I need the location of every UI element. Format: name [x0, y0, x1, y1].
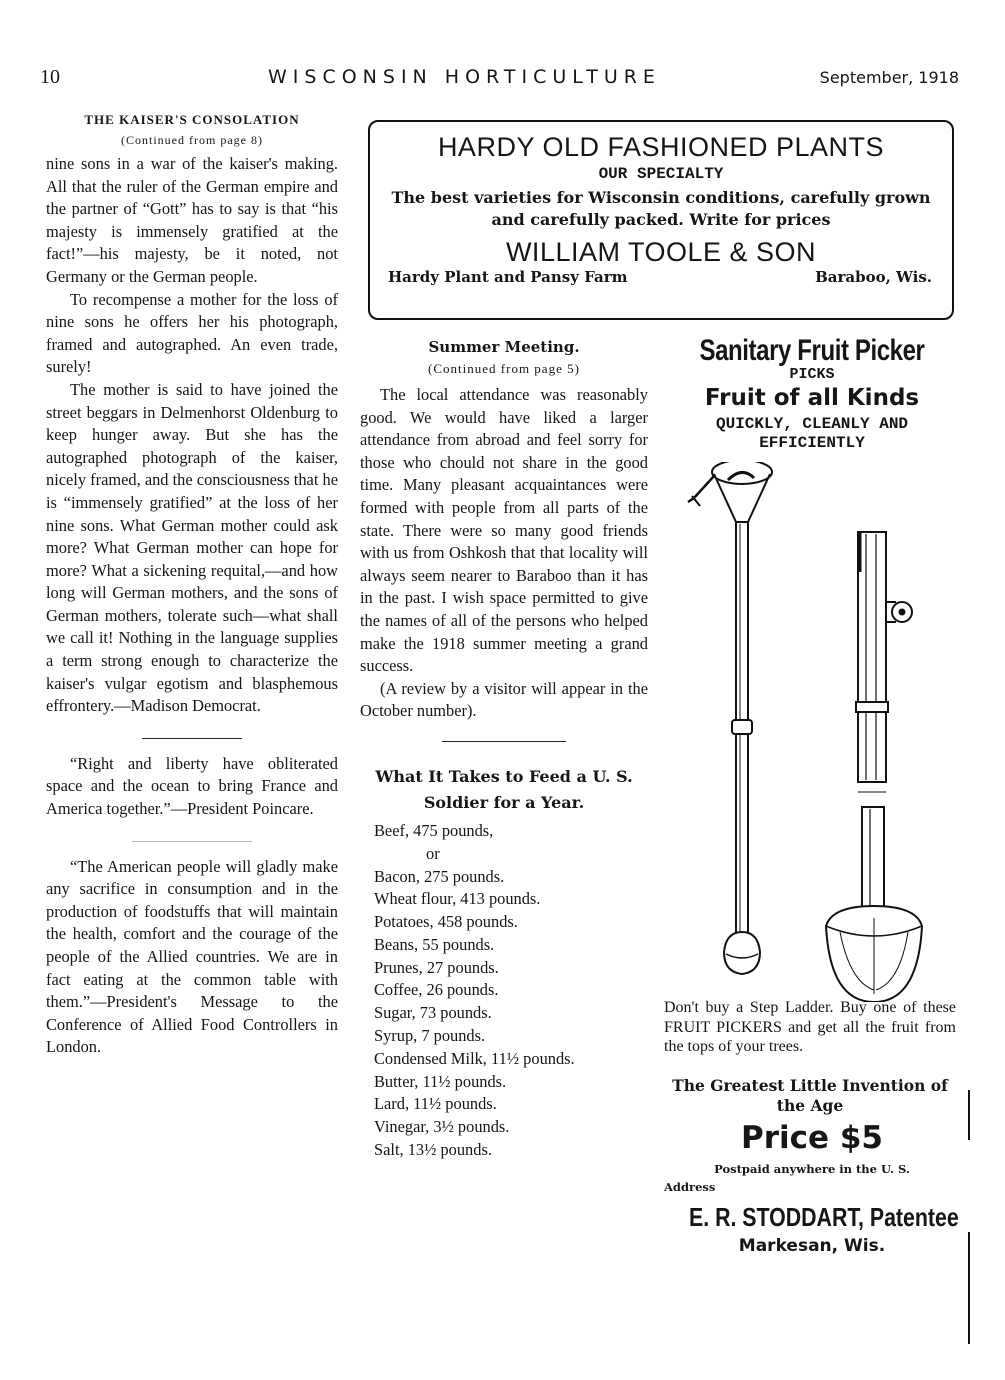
summer-meeting-continued: (Continued from page 5) [428, 361, 580, 376]
list-item: Sugar, 73 pounds. [374, 1003, 492, 1023]
kaiser-continued-note: (Continued from page 8) [121, 133, 263, 147]
list-item: Lard, 11½ pounds. [374, 1094, 497, 1114]
picker-quickly-line: QUICKLY, CLEANLY AND EFFICIENTLY [715, 415, 909, 452]
list-item: Condensed Milk, 11½ pounds. [374, 1048, 575, 1068]
list-item: Vinegar, 3½ pounds. [374, 1117, 510, 1137]
picker-fruit-line: Fruit of all Kinds [704, 385, 920, 411]
list-item: Wheat flour, 413 pounds. [374, 889, 541, 909]
list-item: Potatoes, 458 pounds. [374, 912, 518, 932]
divider-rule [442, 741, 566, 742]
list-item: Bacon, 275 pounds. [374, 866, 505, 886]
kaiser-paragraph-2: To recompense a mother for the loss of nine sons he offers her his photograph, framed and autographed. An even trade, surely! [46, 289, 338, 377]
kaiser-article-title: THE KAISER'S CONSOLATION [84, 112, 300, 127]
poincare-quote: “Right and liberty have obliterated space and the ocean to bring France and America together.”—President Poincare. [46, 753, 338, 819]
list-item: Coffee, 26 pounds. [374, 980, 499, 1000]
divider-rule [142, 738, 242, 739]
scan-edge-line [968, 1232, 970, 1344]
summer-meeting-title: Summer Meeting. [428, 338, 580, 356]
toole-description: The best varieties for Wisconsin conditions, carefully grown and carefully packed. Write for prices [391, 188, 931, 229]
fruit-picker-advertisement [662, 334, 962, 1274]
kaiser-paragraph-3: The mother is said to have joined the street beggars in Delmenhorst Oldenburg to keep hunger away. But she has the autographed photograph of the kaiser, nicely framed, and the consciousness that he is “immensely gratified” at the loss of her nine sons. What German mother could ask more? What German mother can hope for more? What a sickening requital,—and how long will German mothers, and the sons of German mothers, tolerate such—what shall we call it! Nothing in the language supplies a term strong enough to characterize the kaiser's vulgar egotism and blasphemous effrontery.—Madison Democrat. [46, 379, 338, 716]
left-column [46, 110, 338, 1059]
list-item: Syrup, 7 pounds. [374, 1026, 486, 1046]
toole-firm-name: WILLIAM TOOLE & SON [505, 237, 817, 267]
summer-meeting-paragraph-2: (A review by a visitor will appear in the October number). [360, 678, 648, 721]
list-item: or [426, 843, 440, 863]
picker-body-text: Don't buy a Step Ladder. Buy one of these FRUIT PICKERS and get all the fruit from the tops of your trees. [664, 999, 956, 1055]
middle-column [360, 336, 648, 1162]
picker-price: Price $5 [741, 1120, 883, 1156]
wilson-quote: “The American people will gladly make any sacrifice in consumption and in the production of foodstuffs that will maintain the health, comfort and the courage of the people of the Allied countries. We are in fact eating at the common table with them.”—President's Message to the Conference of Allied Food Controllers in London. [46, 856, 338, 1057]
list-item: Salt, 13½ pounds. [374, 1140, 492, 1160]
toole-headline: HARDY OLD FASHIONED PLANTS [437, 132, 885, 162]
feed-soldier-list [360, 820, 648, 1162]
list-item: Beef, 475 pounds, [374, 820, 494, 840]
issue-date: September, 1918 [819, 68, 959, 87]
scan-edge-line [968, 1090, 970, 1140]
picker-address-label: Address [664, 1180, 716, 1194]
toole-footer [386, 268, 936, 290]
fruit-picker-illustration [680, 462, 962, 1002]
toole-farm: Hardy Plant and Pansy Farm [388, 268, 628, 286]
picker-town: Markesan, Wis. [738, 1236, 886, 1256]
toole-specialty: OUR SPECIALTY [598, 165, 724, 183]
toole-advertisement [368, 120, 954, 320]
kaiser-paragraph-1: nine sons in a war of the kaiser's making. All that the ruler of the German empire and the partner of “Gott” has to say is that “his majesty is immensely gratified at the fact!”—his majesty, be it noted, not Germany or the German people. [46, 154, 338, 286]
summer-meeting-paragraph-1: The local attendance was reasonably good. We would have liked a larger attendance from abroad and feel sorry for those who chould not share in the good time. Many pleasant acquaintances were formed with people from all parts of the state. There were so many good friends with us from Oshkosh that that locality will always seem nearer to Baraboo than it has in the past. I wish space permitted to give the names of all of the persons who helped make the 1918 summer meeting a grand success. [360, 385, 648, 676]
picker-patentee: E. R. STODDART, Patentee [689, 1202, 959, 1232]
page-header [0, 62, 1005, 92]
list-item: Prunes, 27 pounds. [374, 957, 499, 977]
magazine-title: WISCONSIN HORTICULTURE [268, 66, 661, 88]
picker-headline: Sanitary Fruit Picker [699, 334, 925, 367]
picker-greatest-line: The Greatest Little Invention of the Age [672, 1076, 948, 1115]
divider-rule [132, 841, 252, 842]
picker-postpaid: Postpaid anywhere in the U. S. [714, 1162, 910, 1176]
list-item: Beans, 55 pounds. [374, 934, 495, 954]
picker-picks: PICKS [789, 366, 835, 383]
page-number: 10 [40, 66, 60, 88]
toole-location: Baraboo, Wis. [815, 268, 932, 286]
feed-soldier-title: What It Takes to Feed a U. S. Soldier for a Year. [375, 766, 633, 812]
list-item: Butter, 11½ pounds. [374, 1071, 507, 1091]
